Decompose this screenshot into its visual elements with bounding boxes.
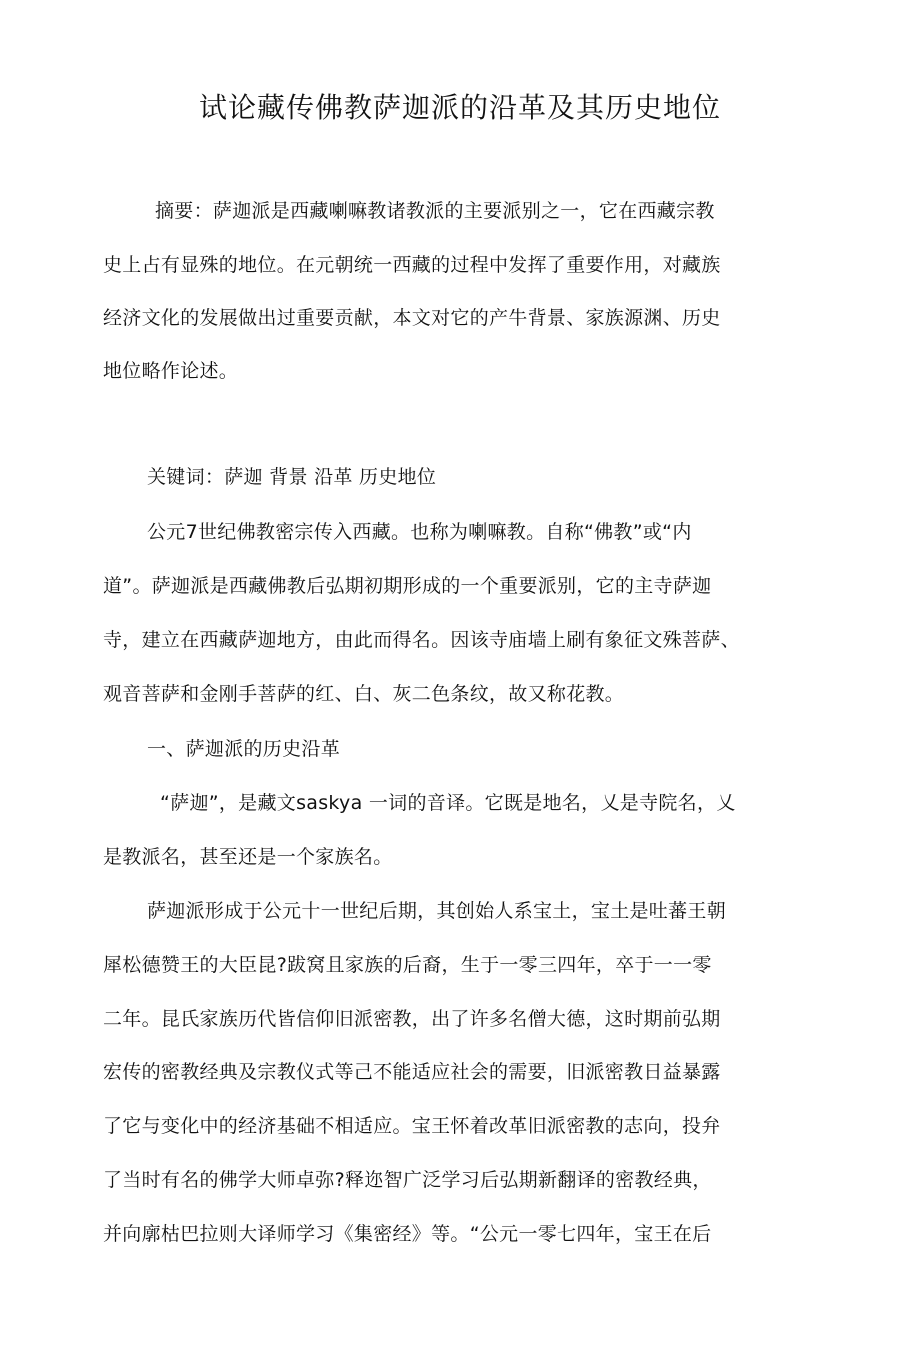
section-heading: 一、萨迦派的历史沿革 [147, 738, 341, 760]
paragraph-line: 寺，建立在西藏萨迦地方，由此而得名。因该寺庙墙上刷有象征文殊菩萨、 [103, 629, 740, 651]
paragraph-line: 道”。萨迦派是西藏佛教后弘期初期形成的一个重要派别，它的主寺萨迦 [103, 575, 712, 597]
paragraph-line: 萨迦派形成于公元十一世纪后期，其创始人系宝土，宝土是吐蕃王朝 [147, 900, 727, 922]
paragraph-line: 宏传的密教经典及宗教仪式等己不能适应社会的需要，旧派密教日益暴露 [103, 1061, 721, 1083]
paragraph-line: 犀松德赞王的大臣昆?跋窝且家族的后裔，生于一零三四年，卒于一一零 [103, 954, 712, 976]
paragraph-line: “萨迦”，是藏文saskya 一词的音译。它既是地名，乂是寺院名，乂 [160, 792, 736, 814]
keywords-line: 关键词：萨迦 背景 沿革 历史地位 [147, 466, 437, 488]
paragraph-line: 公元7世纪佛教密宗传入西藏。也称为喇嘛教。自称“佛教”或“内 [147, 521, 692, 543]
abstract-line: 摘要：萨迦派是西藏喇嘛教诸教派的主要派别之一，它在西藏宗教 [155, 200, 715, 222]
paragraph-line: 了当时有名的佛学大师卓弥?释迩智广泛学习后弘期新翻译的密教经典， [103, 1169, 712, 1191]
paragraph-line: 并向廓枯巴拉则大译师学习《集密经》等。“公元一零七四年，宝王在后 [103, 1223, 712, 1245]
abstract-line: 经济文化的发展做出过重要贡献，本文对它的产牛背景、家族源渊、历史 [103, 307, 721, 329]
paragraph-line: 是教派名，甚至还是一个家族名。 [103, 846, 393, 868]
abstract-line: 史上占有显殊的地位。在元朝统一西藏的过程中发挥了重要作用，对藏族 [103, 254, 721, 276]
paragraph-line: 二年。昆氏家族历代皆信仰旧派密教，出了许多名僧大德，这时期前弘期 [103, 1008, 721, 1030]
document-title: 试论藏传佛教萨迦派的沿革及其历史地位 [198, 91, 721, 124]
paragraph-line: 观音菩萨和金刚手菩萨的红、白、灰二色条纹，故又称花教。 [103, 683, 625, 705]
paragraph-line: 了它与变化中的经济基础不相适应。宝王怀着改革旧派密教的志向，投弁 [103, 1115, 721, 1137]
abstract-line: 地位略作论述。 [103, 360, 239, 382]
